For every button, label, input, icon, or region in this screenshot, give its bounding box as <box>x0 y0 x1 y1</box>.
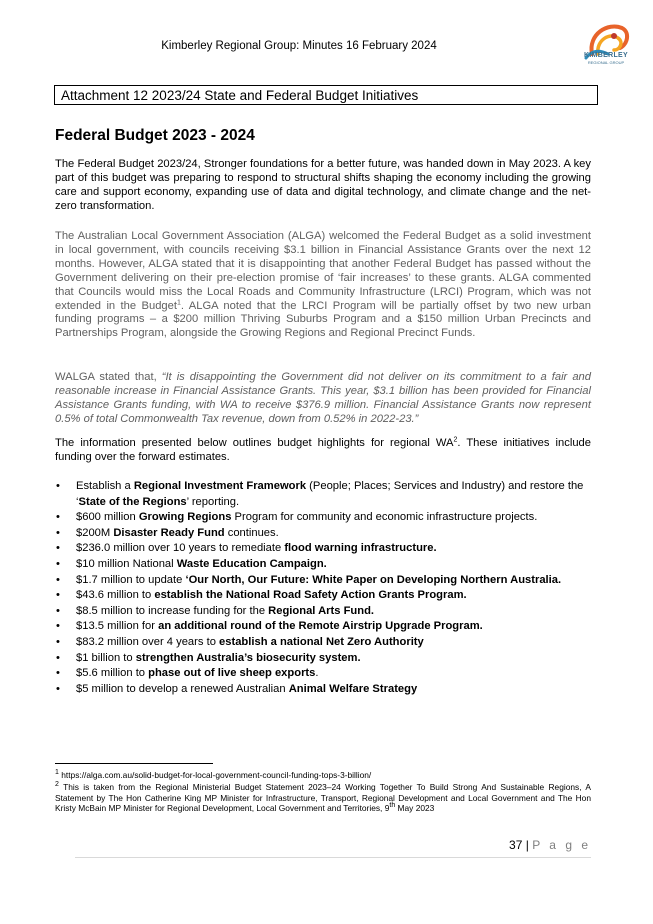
initiatives-list <box>55 479 595 697</box>
list-item: • $1 billion to strengthen Australia’s biosecurity system. <box>55 651 595 667</box>
list-item: • $5.6 million to phase out of live sheep exports. <box>55 666 595 682</box>
list-item: • $83.2 million over 4 years to establish a national Net Zero Authority <box>55 635 595 651</box>
list-item: • $10 million National Waste Education Campaign. <box>55 557 595 573</box>
bullet-icon: • <box>56 557 60 570</box>
list-item: • $236.0 million over 10 years to remediate flood warning infrastructure. <box>55 541 595 557</box>
paragraph-walga: WALGA stated that, “It is disappointing the Government did not deliver on its commitment to a fair and reasonable increase in Financial Assistance Grants. This year, $3.1 billion has been provided for Financial Assistance Grants funding, with WA to receive $376.9 million. Financial Assistance Grants now represent 0.5% of total Commonwealth Tax revenue, down from 0.52% in 2022-23.” <box>55 371 591 425</box>
list-item: • $200M Disaster Ready Fund continues. <box>55 526 595 542</box>
bullet-icon: • <box>56 589 60 602</box>
bullet-icon: • <box>56 682 60 695</box>
bullet-icon: • <box>56 604 60 617</box>
paragraph-intro: The Federal Budget 2023/24, Stronger foundations for a better future, was handed down in May 2023. A key part of this budget was preparing to respond to structural shifts shaping the economy including the growing care and support economy, expanding use of data and digital technology, and climate change and the net-zero transformation. <box>55 158 591 212</box>
bullet-icon: • <box>56 620 60 633</box>
list-item: • Establish a Regional Investment Framework (People; Places; Services and Industry) and restore the ‘State of the Regions’ reporting. <box>56 480 584 508</box>
footnote-ref-1: 1 <box>176 298 181 306</box>
logo-subtext: REGIONAL GROUP <box>587 60 625 65</box>
list-item: • $5 million to develop a renewed Australian Animal Welfare Strategy <box>55 682 595 698</box>
bullet-icon: • <box>56 526 60 539</box>
logo-wordmark: KIMBERLEY <box>584 52 628 59</box>
footnote-1: $^1$ https://alga.com.au/solid-budget-for-local-government-council-funding-tops-3-billion/ <box>55 769 372 780</box>
bullet-icon: • <box>56 542 60 555</box>
list-item: • $600 million Growing Regions Program for community and economic infrastructure projects. <box>55 510 595 526</box>
paragraph-highlights: The information presented below outlines budget highlights for regional $WA^2$. These initiatives include funding over the forward estimates. <box>55 436 591 463</box>
list-item: • $13.5 million for an additional round of the Remote Airstrip Upgrade Program. <box>55 619 595 635</box>
bullet-icon: • <box>56 480 60 492</box>
paragraph-alga: The Australian Local Government Association (ALGA) welcomed the Federal Budget as a solid investment in local government, with councils receiving $3.1 billion in Financial Assistance Grants over the next 12 months. However, ALGA stated that it is disappointing that another Federal Budget has passed without the Government delivering on their pre-election promise of ‘fair increases’ to these grants. ALGA commented that Councils would miss the Local Roads and Community Infrastructure (LRCI) Program, which was not extended in the Budget$^1$. ALGA noted that the LRCI Program will be partially offset by two new urban funding programs – a $200 million Thriving Suburbs Program and a $150 million Urban Precincts and Partnerships Program, alongside the Growing Regions and Regional Precinct Funds. <box>55 230 591 340</box>
walga-quote: “It is disappointing the Government did not deliver on its commitment to a fair and reasonable increase in Financial Assistance Grants. This year, $3.1 billion has been provided for Financial Assistance Grants funding, with WA to receive $376.9 million. Financial Assistance Grants now represent 0.5% of total Commonwealth Tax revenue, down from 0.52% in 2022-23.” <box>55 371 591 425</box>
page-number: 37 | P a g e <box>509 838 591 852</box>
list-item: • $1.7 million to update ‘Our North, Our Future: White Paper on Developing Northern Australia. <box>55 573 595 589</box>
footnote-separator <box>55 763 213 764</box>
list-item: • $43.6 million to establish the National Road Safety Action Grants Program. <box>55 588 595 604</box>
bullet-icon: • <box>56 511 60 524</box>
document-header: Kimberley Regional Group: Minutes 16 February 2024 <box>161 40 437 52</box>
bullet-icon: • <box>56 635 60 648</box>
bullet-icon: • <box>56 667 60 680</box>
section-heading: Federal Budget 2023 - 2024 <box>55 127 255 144</box>
footnote-2: $^2$ This is taken from the Regional Ministerial Budget Statement 2023–24 Working Together To Build Strong And Sustainable Regions, A Statement by The Hon Catherine King MP Minister for Infrastructure, Transport, Regional Development and Local Government and The Hon Kristy McBain MP Minister for Regional Development, Local Government and Territories, 9th May 2023 <box>55 781 591 814</box>
bullet-icon: • <box>56 651 60 664</box>
list-item: • $8.5 million to increase funding for the Regional Arts Fund. <box>55 604 595 620</box>
page-footer-rule <box>75 857 591 858</box>
bullet-icon: • <box>56 573 60 586</box>
attachment-title: Attachment 12 2023/24 State and Federal Budget Initiatives <box>54 85 598 105</box>
footnote-ref-2: 2 <box>453 436 458 444</box>
